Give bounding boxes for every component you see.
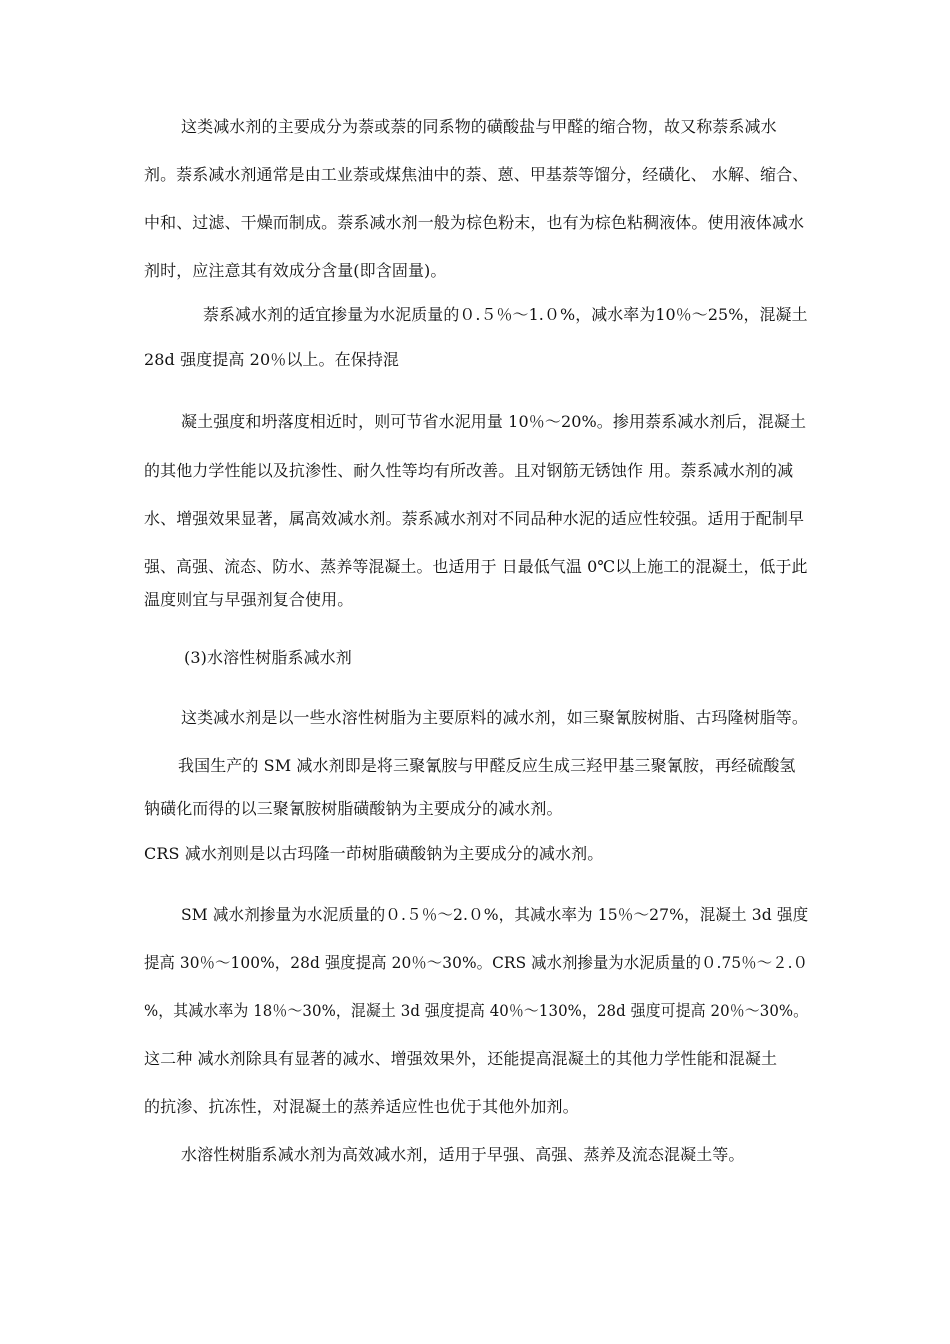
text-line: 萘系减水剂的适宜掺量为水泥质量的０.５％～1.０%，减水率为10％～25%，混凝土	[203, 305, 808, 324]
text-line: %，其减水率为 18％～30%，混凝土 3d 强度提高 40％～130%，28d 强度可提高 20％～30%。	[144, 1001, 809, 1020]
text-line: 中和、过滤、干燥而制成。萘系减水剂一般为棕色粉末，也有为棕色粘稠液体。使用液体减水	[144, 213, 805, 232]
text-line: 这类减水剂是以一些水溶性树脂为主要原料的减水剂，如三聚氰胺树脂、古玛隆树脂等。	[181, 708, 808, 727]
text-line: 这类减水剂的主要成分为萘或萘的同系物的磺酸盐与甲醛的缩合物，故又称萘系减水	[181, 117, 777, 136]
text-line: 的抗渗、抗冻性，对混凝土的蒸养适应性也优于其他外加剂。	[144, 1097, 579, 1116]
text-line: 强、高强、流态、防水、蒸养等混凝土。也适用于 日最低气温 0℃以上施工的混凝土，低于此	[144, 557, 808, 576]
text-line: 剂时，应注意其有效成分含量(即含固量)。	[144, 261, 447, 280]
text-line: 的其他力学性能以及抗渗性、耐久性等均有所改善。且对钢筋无锈蚀作 用。萘系减水剂的减	[144, 461, 794, 480]
text-line: 提高 30％～100%，28d 强度提高 20％～30%。CRS 减水剂掺量为水泥质量的０.75％～２.０	[144, 953, 809, 972]
text-line: 钠磺化而得的以三聚氰胺树脂磺酸钠为主要成分的减水剂。	[144, 799, 563, 818]
text-line: 水溶性树脂系减水剂为高效减水剂，适用于早强、高强、蒸养及流态混凝土等。	[181, 1145, 745, 1164]
text-line: 温度则宜与早强剂复合使用。	[144, 590, 354, 609]
text-line: 凝土强度和坍落度相近时，则可节省水泥用量 10％～20%。掺用萘系减水剂后，混凝土	[181, 412, 807, 431]
text-line: 我国生产的 SM 减水剂即是将三聚氰胺与甲醛反应生成三羟甲基三聚氰胺，再经硫酸氢	[178, 756, 796, 775]
text-line: CRS 减水剂则是以古玛隆一茚树脂磺酸钠为主要成分的减水剂。	[144, 844, 604, 863]
text-line: 28d 强度提高 20％以上。在保持混	[144, 350, 400, 369]
text-line: 这二种 减水剂除具有显著的减水、增强效果外，还能提高混凝土的其他力学性能和混凝土	[144, 1049, 778, 1068]
text-line: 水、增强效果显著，属高效减水剂。萘系减水剂对不同品种水泥的适应性较强。适用于配制早	[144, 509, 805, 528]
text-line: 剂。萘系减水剂通常是由工业萘或煤焦油中的萘、蒽、甲基萘等馏分，经磺化、 水解、缩合、	[144, 165, 809, 184]
section-heading: (3)水溶性树脂系减水剂	[184, 648, 352, 667]
text-line: SM 减水剂掺量为水泥质量的０.５％～2.０%，其减水率为 15％～27%，混凝土 3d 强度	[181, 905, 809, 924]
